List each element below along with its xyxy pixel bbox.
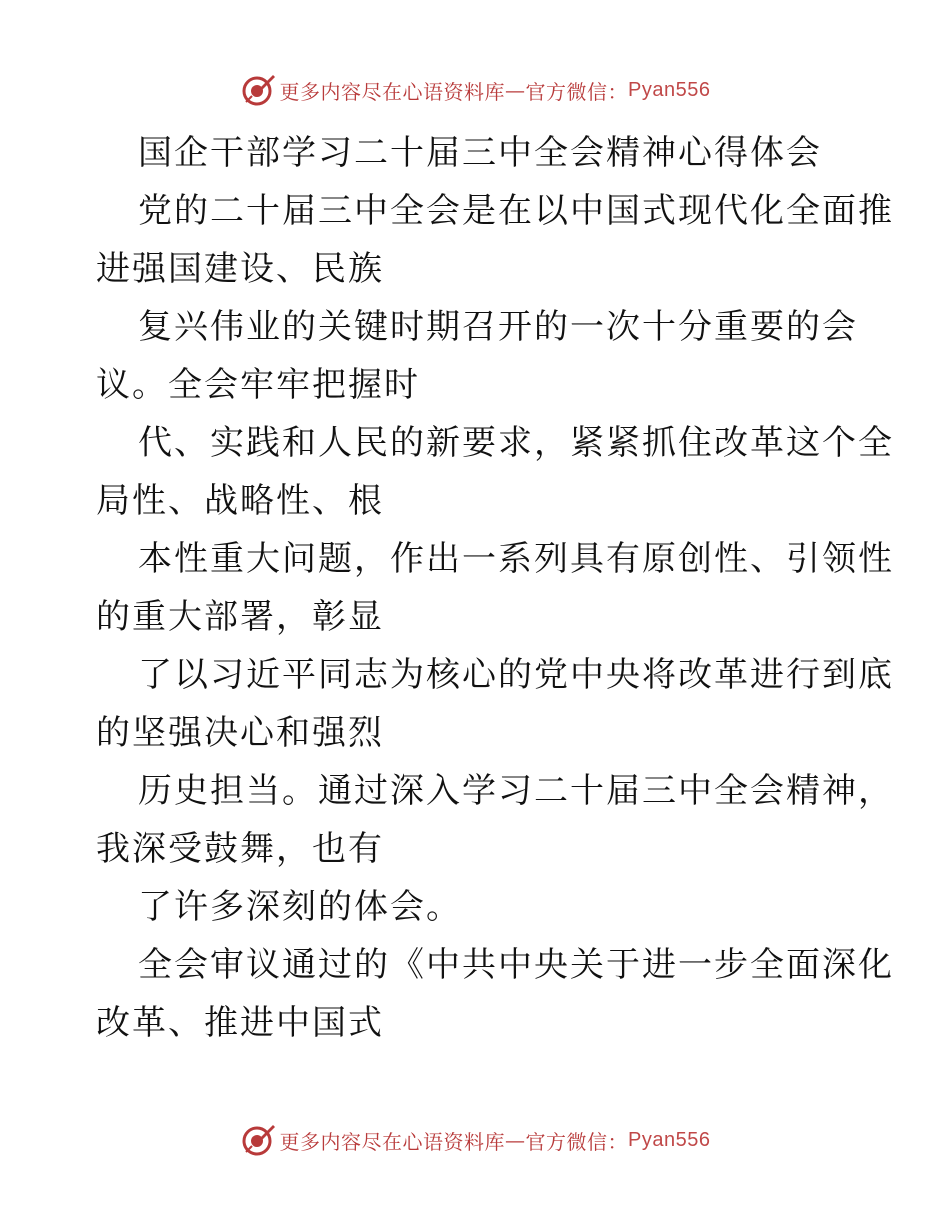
header-wechat-label: 官方微信： <box>525 79 629 104</box>
header-dash: — <box>505 78 526 102</box>
footer-banner <box>0 1120 950 1160</box>
paragraph-line: 局性、战略性、根 <box>96 481 384 521</box>
paragraph-line: 全会审议通过的《中共中央关于进一步全面深化 <box>138 945 894 985</box>
footer-dash: — <box>505 1128 526 1152</box>
paragraph-line: 复兴伟业的关键时期召开的一次十分重要的会 <box>138 307 858 347</box>
paragraph-line: 议。全会牢牢把握时 <box>96 365 420 405</box>
paragraph-line: 我深受鼓舞，也有 <box>96 829 384 869</box>
paragraph-line: 历史担当。通过深入学习二十届三中全会精神， <box>138 771 894 811</box>
document-title: 国企干部学习二十届三中全会精神心得体会 <box>138 133 822 173</box>
header-wechat-id: Pyan556 <box>628 78 711 101</box>
document-body <box>96 124 894 1052</box>
paragraph-line: 的坚强决心和强烈 <box>96 713 384 753</box>
header-banner <box>0 70 950 110</box>
paragraph-line: 代、实践和人民的新要求，紧紧抓住改革这个全 <box>138 423 894 463</box>
footer-site-name: 更多内容尽在心语资料库 <box>279 1129 506 1154</box>
paragraph-line: 了许多深刻的体会。 <box>138 887 462 927</box>
paragraph-line: 党的二十届三中全会是在以中国式现代化全面推 <box>138 191 894 231</box>
paragraph-line: 的重大部署，彰显 <box>96 597 384 637</box>
paragraph-line: 本性重大问题，作出一系列具有原创性、引领性 <box>138 539 894 579</box>
pen-logo-icon <box>240 1122 276 1158</box>
footer-wechat-label: 官方微信： <box>525 1129 629 1154</box>
paragraph-line: 进强国建设、民族 <box>96 249 384 289</box>
pen-logo-icon <box>240 72 276 108</box>
header-site-name: 更多内容尽在心语资料库 <box>279 79 506 104</box>
paragraph-line: 改革、推进中国式 <box>96 1003 384 1043</box>
footer-wechat-id: Pyan556 <box>628 1128 711 1151</box>
paragraph-line: 了以习近平同志为核心的党中央将改革进行到底 <box>138 655 894 695</box>
